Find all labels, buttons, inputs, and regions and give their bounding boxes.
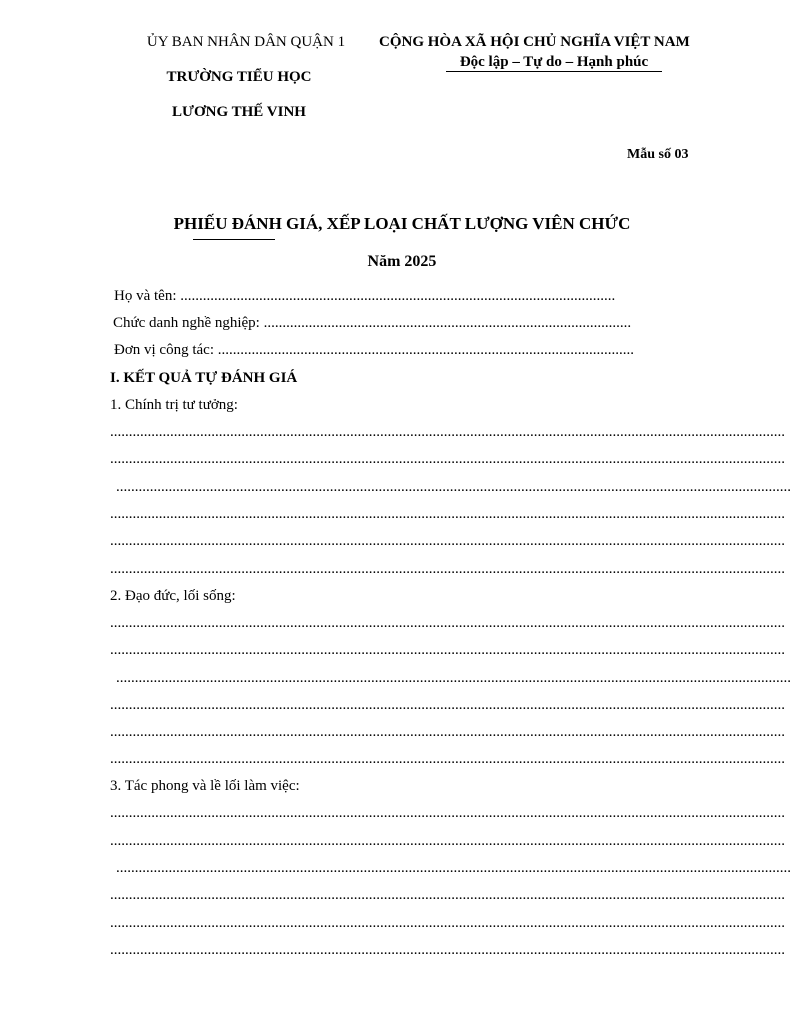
motto-underline [446, 71, 662, 72]
item-3-line[interactable]: .................................................................................................................................................................................... [110, 915, 785, 931]
school-name-line1: TRƯỜNG TIỂU HỌC [166, 69, 312, 85]
item-1-line[interactable]: .................................................................................................................................................................................... [110, 506, 785, 522]
item-1-line[interactable]: .................................................................................................................................................................................... [110, 451, 785, 467]
item-1-line[interactable]: .................................................................................................................................................................................... [110, 424, 785, 440]
form-code: Mẫu số 03 [627, 147, 689, 162]
country-name: CỘNG HÒA XÃ HỘI CHỦ NGHĨA VIỆT NAM [379, 34, 690, 50]
item-2-line[interactable]: .................................................................................................................................................................................... [110, 751, 785, 767]
motto-wrap [446, 53, 662, 71]
item-1-line[interactable]: .................................................................................................................................................................................... [116, 479, 791, 495]
name-field[interactable]: Họ và tên: .................................................................................................................... [114, 288, 616, 304]
item-1-line[interactable]: .................................................................................................................................................................................... [110, 533, 785, 549]
form-title: PHIẾU ĐÁNH GIÁ, XẾP LOẠI CHẤT LƯỢNG VIÊN CHỨC [173, 214, 631, 233]
school-name-line2: LƯƠNG THẾ VINH [172, 104, 306, 120]
national-motto: Độc lập – Tự do – Hạnh phúc [459, 54, 649, 70]
item-2-line[interactable]: .................................................................................................................................................................................... [116, 670, 791, 686]
title-underline [193, 239, 275, 240]
form-year: Năm 2025 [367, 253, 437, 270]
item-3-line[interactable]: .................................................................................................................................................................................... [110, 805, 785, 821]
item-2-line[interactable]: .................................................................................................................................................................................... [110, 642, 785, 658]
item-2-line[interactable]: .................................................................................................................................................................................... [110, 697, 785, 713]
item-3-line[interactable]: .................................................................................................................................................................................... [116, 860, 791, 876]
section-heading: I. KẾT QUẢ TỰ ĐÁNH GIÁ [110, 370, 298, 386]
committee-name: ỦY BAN NHÂN DÂN QUẬN 1 [146, 34, 346, 50]
position-field[interactable]: Chức danh nghề nghiệp: .................................................................................................. [113, 315, 632, 331]
item-1-label: 1. Chính trị tư tưởng: [110, 397, 238, 413]
item-3-line[interactable]: .................................................................................................................................................................................... [110, 833, 785, 849]
item-3-label: 3. Tác phong và lề lối làm việc: [110, 778, 300, 794]
unit-field[interactable]: Đơn vị công tác: ............................................................................................................... [114, 342, 634, 358]
item-1-line[interactable]: .................................................................................................................................................................................... [110, 561, 785, 577]
item-2-label: 2. Đạo đức, lối sống: [110, 588, 236, 604]
item-3-line[interactable]: .................................................................................................................................................................................... [110, 942, 785, 958]
item-2-line[interactable]: .................................................................................................................................................................................... [110, 615, 785, 631]
item-3-line[interactable]: .................................................................................................................................................................................... [110, 887, 785, 903]
item-2-line[interactable]: .................................................................................................................................................................................... [110, 724, 785, 740]
